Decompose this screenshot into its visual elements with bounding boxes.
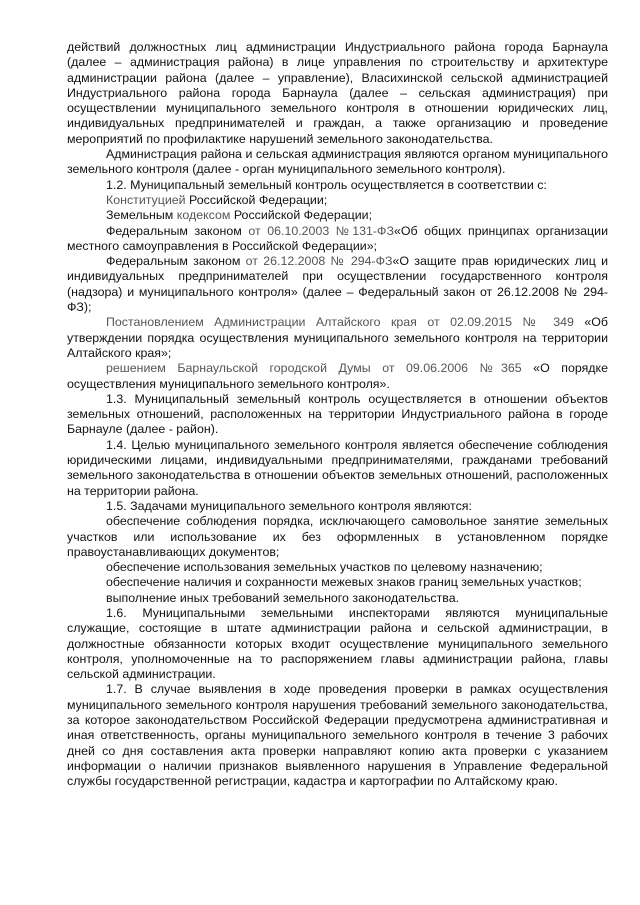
paragraph-text: «О порядке осуществления муниципального земельного контроля».	[67, 361, 608, 391]
paragraph-text: 1.6. Муниципальными земельными инспекторами являются муниципальные служащие, состоящие в штате администрации района и сельской администрации, в должностные обязанности которых входит осуществление муниципального земельного контроля, уполномоченные на то распоряжением главы администрации района, главы сельской администрации.	[67, 605, 608, 682]
paragraph-intro-continued	[67, 40, 608, 147]
legal-basis-law-294	[67, 254, 608, 315]
legal-basis-land-code	[67, 208, 608, 223]
paragraph-text: действий должностных лиц администрации Индустриального района города Барнаула (далее – администрация района) в лице управления по строительству и архитектуре администрации района (далее – управление), Власихинской сельской администрацией Индустриального района города Барнаула (далее – сельская администрация) при осуществлении муниципального земельного контроля в отношении юридических лиц, индивидуальных предпринимателей и граждан, а также организацию и проведение мероприятий по профилактике нарушений земельного законодательства.	[67, 40, 608, 146]
legal-reference-link[interactable]: кодексом	[176, 208, 231, 223]
paragraph-text: 1.3. Муниципальный земельный контроль осуществляется в отношении объектов земельных отношений, расположенных на территории Индустриального района в городе Барнауле (далее - район).	[67, 391, 608, 437]
legal-basis-constitution	[67, 193, 608, 208]
paragraph-prefix: Земельным	[106, 208, 177, 223]
paragraph-control-organ	[67, 147, 608, 178]
paragraph-text: «О защите прав юридических лиц и индивидуальных предпринимателей при осуществлении государственного контроля (надзора) и муниципального контроля» (далее – Федеральный закон от 26.12.2008 № 294-ФЗ);	[67, 254, 608, 315]
legal-reference-link[interactable]: Постановлением Администрации Алтайского края от 02.09.2015 № 349	[106, 315, 574, 330]
paragraph-text: обеспечение использования земельных участков по целевому назначению;	[106, 560, 543, 575]
legal-reference-link[interactable]: от 06.10.2003 №131-ФЗ	[248, 223, 394, 238]
paragraph-text: Российской Федерации;	[230, 208, 373, 223]
paragraph-1-6	[67, 606, 608, 682]
task-item	[67, 514, 608, 560]
paragraph-text: «Об утверждении порядка осуществления муниципального земельного контроля на территории Алтайского края»;	[67, 315, 608, 360]
paragraph-text: выполнение иных требований земельного законодательства.	[106, 590, 460, 605]
paragraph-text: обеспечение наличия и сохранности межевых знаков границ земельных участков;	[106, 575, 582, 590]
legal-basis-altai-resolution	[67, 315, 608, 361]
paragraph-1-7	[67, 682, 608, 789]
paragraph-text: 1.4. Целью муниципального земельного контроля является обеспечение соблюдения юридическими лицами, индивидуальными предпринимателями, гражданами требований земельного законодательства в отношении объектов земельных отношений, расположенных на территории района.	[67, 437, 608, 498]
paragraph-text: 1.2. Муниципальный земельный контроль осуществляется в соответствии с:	[106, 177, 547, 192]
legal-basis-duma-decision	[67, 361, 608, 392]
paragraph-text: 1.5. Задачами муниципального земельного контроля являются:	[106, 498, 472, 513]
paragraph-text: Администрация района и сельская администрация являются органом муниципального земельного контроля (далее - орган муниципального земельного контроля).	[67, 147, 608, 177]
legal-reference-link[interactable]: от 26.12.2008 № 294-ФЗ	[245, 254, 393, 269]
paragraph-prefix: Федеральным законом	[106, 254, 246, 269]
task-item	[67, 591, 608, 606]
paragraph-1-5	[67, 499, 608, 514]
paragraph-1-2	[67, 178, 608, 193]
paragraph-1-3	[67, 392, 608, 438]
legal-basis-law-131	[67, 224, 608, 255]
task-item	[67, 560, 608, 575]
paragraph-text: «Об общих принципах организации местного самоуправления в Российской Федерации»;	[67, 223, 608, 253]
task-item	[67, 575, 608, 590]
paragraph-text: Российской Федерации;	[185, 192, 328, 207]
paragraph-prefix: Федеральным законом	[106, 223, 249, 238]
legal-reference-link[interactable]: Конституцией	[106, 192, 186, 207]
legal-reference-link[interactable]: решением Барнаульской городской Думы от 09.06.2006 №365	[106, 361, 522, 376]
document-page	[67, 40, 608, 790]
paragraph-1-4	[67, 438, 608, 499]
paragraph-text: 1.7. В случае выявления в ходе проведения проверки в рамках осуществления муниципального земельного контроля нарушения требований земельного законодательства, за которое законодательством Российской Федерации предусмотрена административная и иная ответственность, органы муниципального земельного контроля в течение 3 рабочих дней со дня составления акта проверки направляют копию акта проверки с указанием информации о наличии признаков выявленного нарушения в Управление Федеральной службы государственной регистрации, кадастра и картографии по Алтайскому краю.	[67, 682, 608, 789]
paragraph-text: обеспечение соблюдения порядка, исключающего самовольное занятие земельных участков или использование их без оформленных в установленном порядке правоустанавливающих документов;	[67, 514, 608, 559]
